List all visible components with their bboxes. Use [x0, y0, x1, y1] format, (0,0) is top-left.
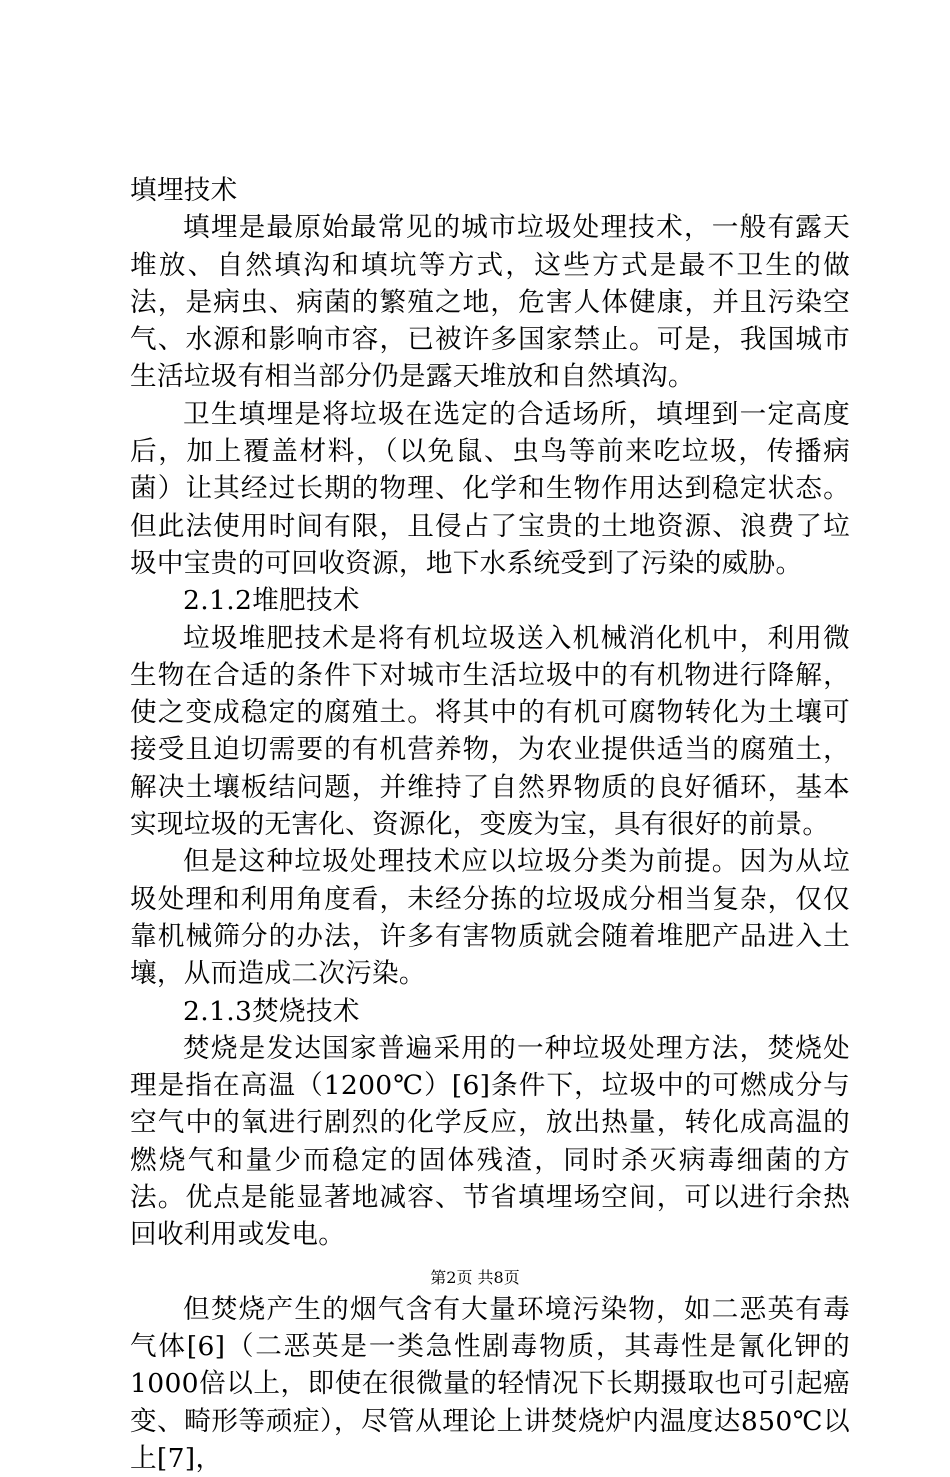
- paragraph-compost-2: 但是这种垃圾处理技术应以垃圾分类为前提。因为从垃圾处理和利用角度看，未经分拣的垃圾成分相当复杂，仅仅靠机械筛分的办法，许多有害物质就会随着堆肥产品进入土壤，从而造成二次污染。: [130, 846, 850, 990]
- section-heading-landfill: 填埋技术: [130, 175, 238, 206]
- page-number-footer: 第2页 共8页: [430, 1268, 520, 1287]
- paragraph-incineration-2: 但焚烧产生的烟气含有大量环境污染物，如二恶英有毒气体[6]（二恶英是一类急性剧毒物质，其毒性是氰化钾的1000倍以上，即使在很微量的轻情况下长期摄取也可引起癌变、畸形等顽症），尽管从理论上讲焚烧炉内温度达850℃以上[7]，: [130, 1293, 850, 1474]
- paragraph-incineration-1: 焚烧是发达国家普遍采用的一种垃圾处理方法，焚烧处理是指在高温（1200℃）[6]条件下，垃圾中的可燃成分与空气中的氧进行剧烈的化学反应，放出热量，转化成高温的燃烧气和量少而稳定的固体残渣，同时杀灭病毒细菌的方法。优点是能显著地减容、节省填埋场空间，可以进行余热回收利用或发电。: [130, 1032, 850, 1251]
- paragraph-landfill-2: 卫生填埋是将垃圾在选定的合适场所，填埋到一定高度后，加上覆盖材料，（以免鼠、虫鸟等前来吃垃圾，传播病菌）让其经过长期的物理、化学和生物作用达到稳定状态。但此法使用时间有限，且侵占了宝贵的土地资源、浪费了垃圾中宝贵的可回收资源，地下水系统受到了污染的威胁。: [130, 398, 850, 579]
- paragraph-landfill-1: 填埋是最原始最常见的城市垃圾处理技术，一般有露天堆放、自然填沟和填坑等方式，这些方式是最不卫生的做法，是病虫、病菌的繁殖之地，危害人体健康，并且污染空气、水源和影响市容，已被许多国家禁止。可是，我国城市生活垃圾有相当部分仍是露天堆放和自然填沟。: [130, 212, 850, 393]
- section-heading-compost: 2.1.2堆肥技术: [183, 585, 360, 617]
- section-heading-incineration: 2.1.3焚烧技术: [183, 995, 360, 1027]
- paragraph-compost-1: 垃圾堆肥技术是将有机垃圾送入机械消化机中，利用微生物在合适的条件下对城市生活垃圾中的有机物进行降解，使之变成稳定的腐殖土。将其中的有机可腐物转化为土壤可接受且迫切需要的有机营养物，为农业提供适当的腐殖土，解决土壤板结问题，并维持了自然界物质的良好循环，基本实现垃圾的无害化、资源化，变废为宝，具有很好的前景。: [130, 622, 850, 841]
